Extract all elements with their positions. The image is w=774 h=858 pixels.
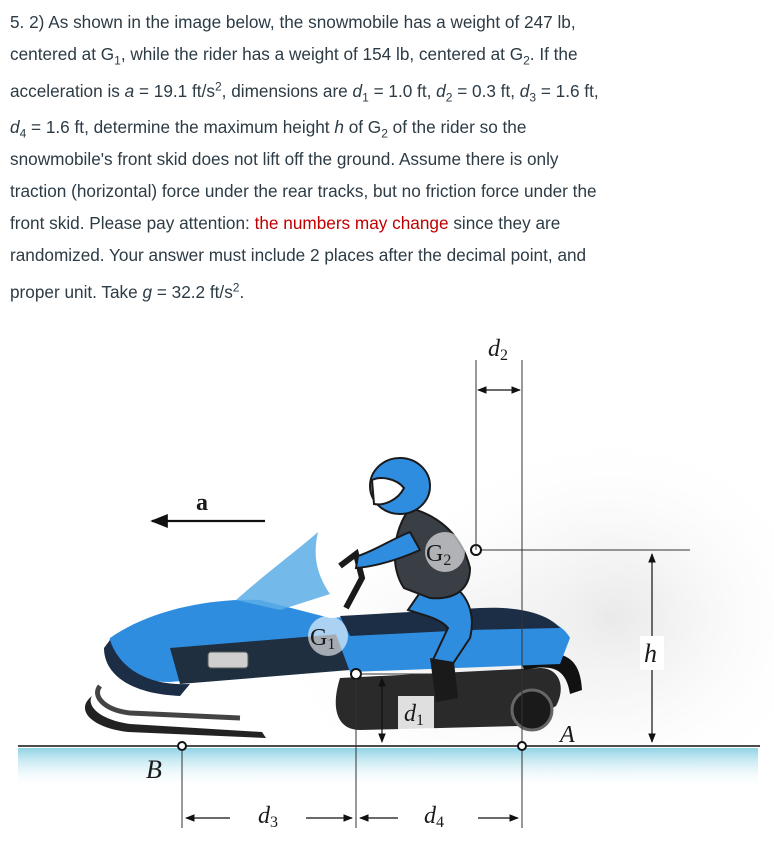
ice-surface <box>18 748 758 788</box>
problem-line-1: 5. 2) As shown in the image below, the snowmobile has a weight of 247 lb, <box>10 12 576 32</box>
intake-grill <box>208 652 248 668</box>
g1-label: G1 <box>310 625 336 653</box>
randomized-warning: the numbers may change <box>254 213 449 234</box>
point-B-label: B <box>146 755 162 784</box>
problem-number: 5. 2) <box>10 12 45 32</box>
point-B-marker <box>178 742 186 750</box>
g2-label: G2 <box>426 541 452 569</box>
d2-label: d2 <box>488 336 508 364</box>
rear-wheel <box>512 690 552 730</box>
problem-line-3: acceleration is a = 19.1 $ft/s^2$, dimensions are $d_1 = 1.0$ ft, $d_2 = 0.3$ ft, $d_3 = 1.6$ ft, <box>10 78 599 105</box>
windshield <box>236 532 330 610</box>
problem-line-2: centered at $G_1$, while the rider has a weight of 154 lb, centered at $G_2$. If the <box>10 44 578 68</box>
snowmobile-figure <box>0 318 774 858</box>
problem-statement <box>10 6 765 308</box>
problem-line-7: front skid. Please pay attention: the numbers may change since they are <box>10 213 561 234</box>
d4-label: d4 <box>424 803 444 831</box>
g1-marker <box>351 669 361 679</box>
acceleration-label: a <box>196 490 208 516</box>
problem-line-8: randomized. Your answer must include 2 places after the decimal point, and <box>10 245 587 266</box>
problem-line-4: $d_4 = 1.6$ ft, determine the maximum height h of $G_2$ of the rider so the <box>10 116 527 141</box>
point-A-marker <box>518 742 526 750</box>
problem-line-9: proper unit. Take g = 32.2 $ft/s^2$. <box>10 280 245 302</box>
d3-label: d3 <box>258 803 278 831</box>
point-A-label: A <box>560 722 575 748</box>
problem-line-5: snowmobile's front skid does not lift off the ground. Assume there is only <box>10 148 559 169</box>
d1-label: d1 <box>404 701 424 729</box>
problem-line-6: traction (horizontal) force under the rear tracks, but no friction force under the <box>10 180 597 201</box>
h-label: h <box>644 639 657 668</box>
